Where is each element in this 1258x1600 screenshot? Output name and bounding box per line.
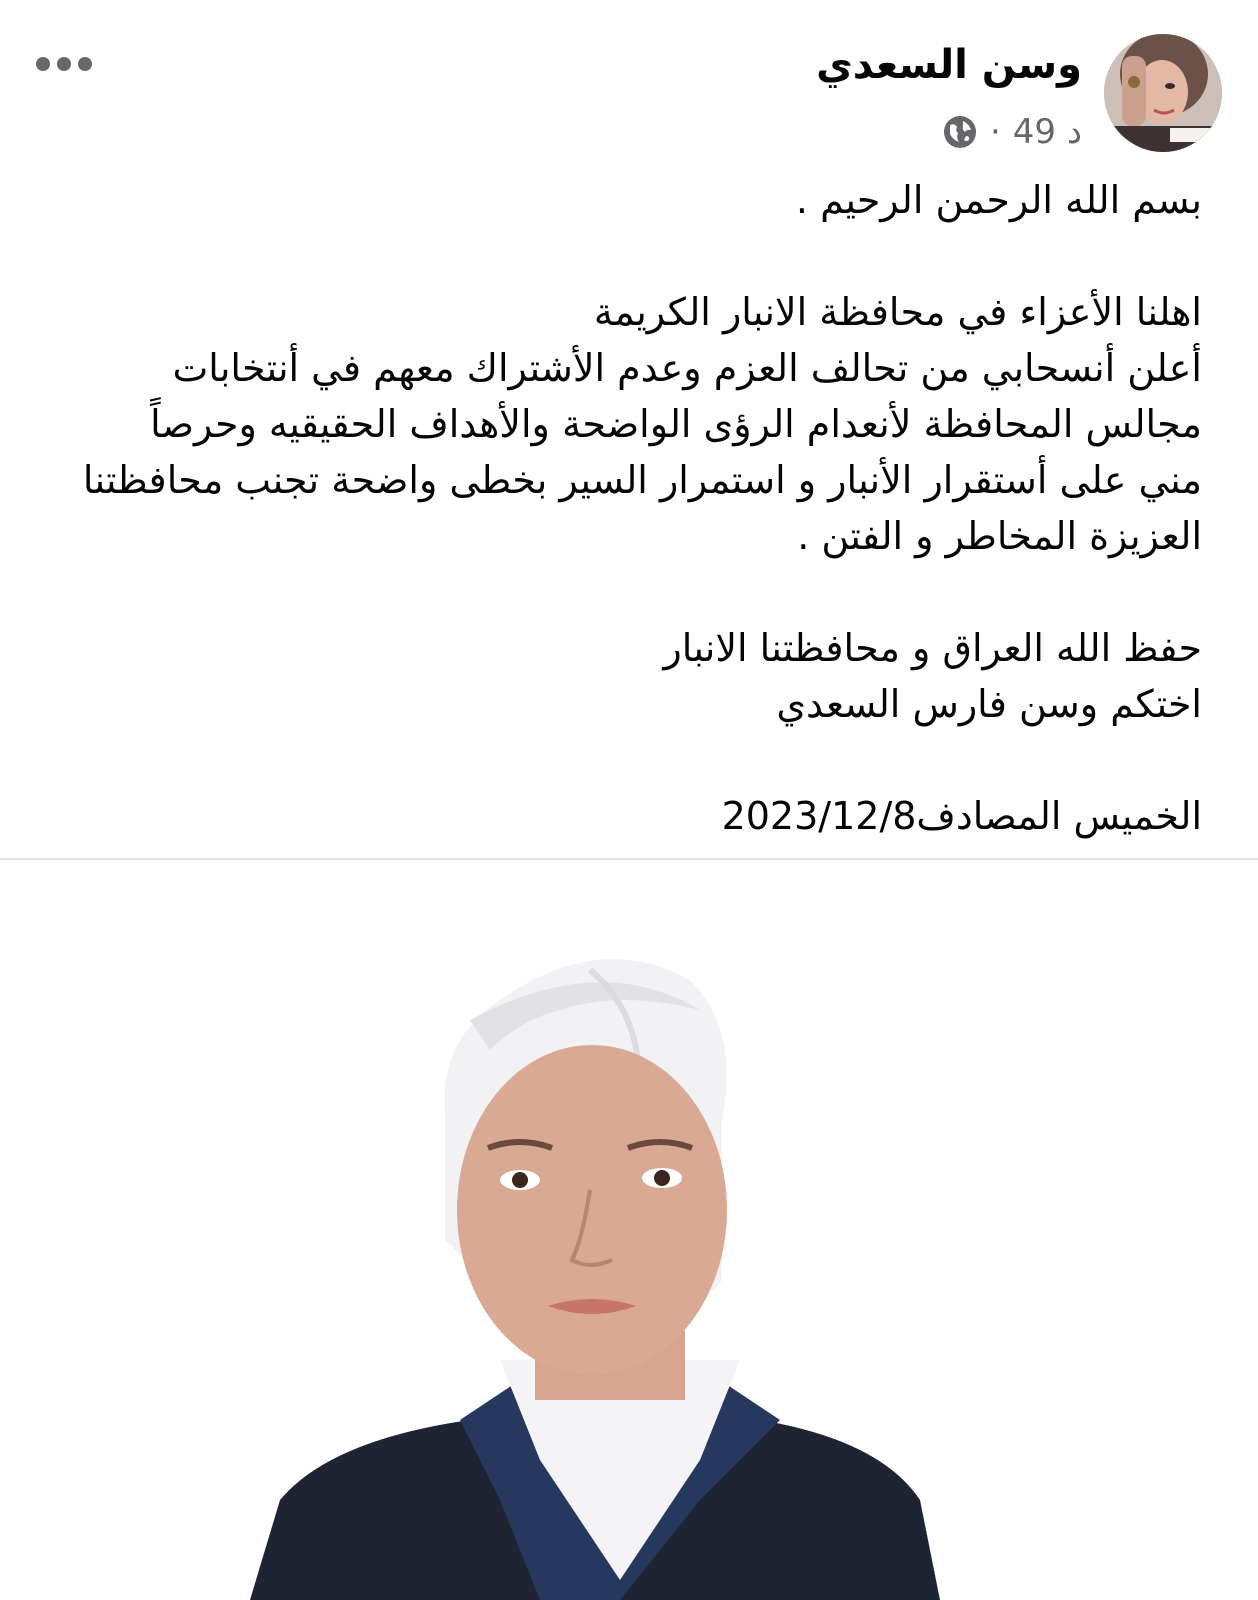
post-line: مجالس المحافظة لأنعدام الرؤى الواضحة والأهداف الحقيقيه وحرصاً: [150, 402, 1202, 446]
paragraph-gap: [32, 732, 1202, 788]
post-line: حفظ الله العراق و محافظتنا الانبار: [663, 626, 1202, 670]
post-date-line: الخميس المصادف2023/12/8: [721, 794, 1202, 838]
post-time[interactable]: 49 د: [1012, 112, 1082, 152]
more-options-button[interactable]: [36, 50, 92, 78]
avatar[interactable]: [1104, 34, 1222, 152]
post-line: مني على أستقرار الأنبار و استمرار السير بخطى واضحة تجنب محافظتنا: [82, 458, 1202, 502]
more-options-icon-dot: [57, 57, 71, 71]
post-text: [32, 172, 1202, 844]
paragraph-gap: [32, 564, 1202, 620]
post-header: [0, 0, 1258, 160]
post-line: العزيزة المخاطر و الفتن .: [797, 514, 1202, 558]
post-line: اختكم وسن فارس السعدي: [776, 682, 1202, 726]
post-line: أعلن أنسحابي من تحالف العزم وعدم الأشتراك معهم في أنتخابات: [172, 346, 1202, 390]
avatar-image: [1104, 34, 1222, 152]
meta-separator: ·: [989, 112, 1001, 152]
more-options-icon: [36, 57, 50, 71]
post-line: بسم الله الرحمن الرحيم .: [795, 178, 1202, 222]
more-options-icon-dot: [78, 57, 92, 71]
post-meta: [942, 110, 1082, 154]
paragraph-gap: [32, 228, 1202, 284]
post-photo[interactable]: [0, 860, 1258, 1600]
globe-icon[interactable]: [942, 114, 978, 150]
portrait-image: [0, 860, 1258, 1600]
author-name[interactable]: وسن السعدي: [816, 42, 1082, 88]
post-line: اهلنا الأعزاء في محافظة الانبار الكريمة: [593, 290, 1202, 334]
